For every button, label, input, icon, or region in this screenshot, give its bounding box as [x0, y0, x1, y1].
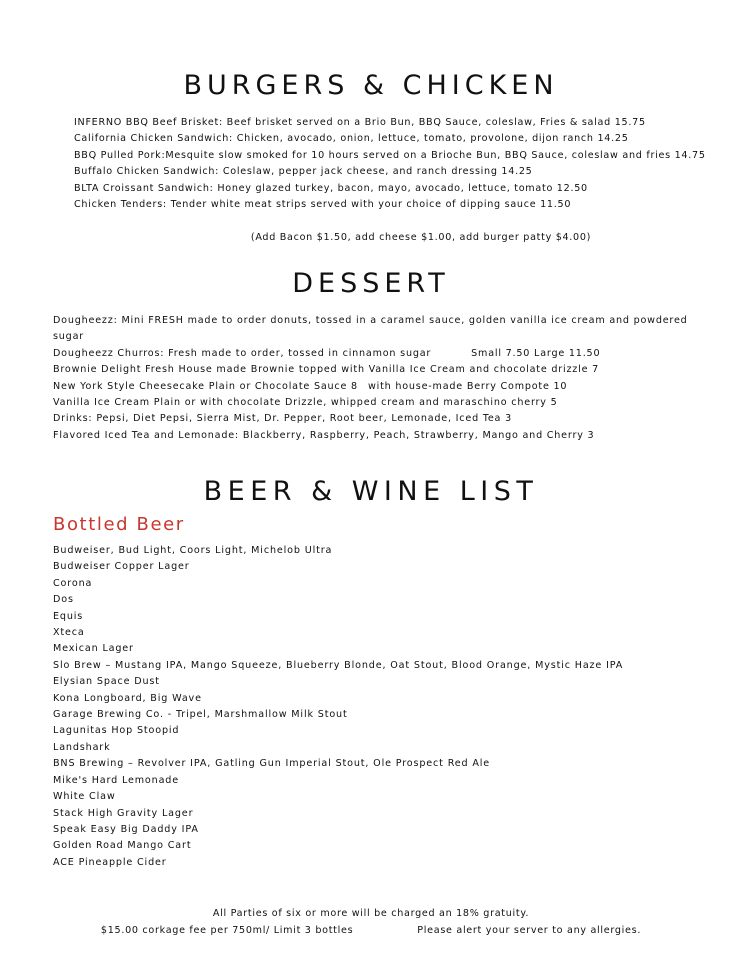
menu-item: Dougheezz: Mini FRESH made to order donuts, tossed in a caramel sauce, golden vanilla ice cream and powdered — [53, 315, 688, 326]
beer-item: Lagunitas Hop Stoopid — [53, 725, 180, 737]
beer-item: Mike's Hard Lemonade — [53, 774, 179, 786]
menu-item: Chicken Tenders: Tender white meat strips served with your choice of dipping sauce 11.50 — [74, 199, 572, 211]
beer-item: Budweiser Copper Lager — [53, 561, 190, 573]
beer-item: White Claw — [53, 791, 116, 803]
menu-item: Flavored Iced Tea and Lemonade: Blackberry, Raspberry, Peach, Strawberry, Mango and Cherry 3 — [53, 429, 595, 441]
churros-description: Dougheezz Churros: Fresh made to order, tossed in cinnamon sugar — [53, 347, 432, 359]
corkage-note: $15.00 corkage fee per 750ml/ Limit 3 bottles — [100, 925, 354, 936]
menu-item — [53, 346, 688, 362]
beer-item: Stack High Gravity Lager — [53, 807, 194, 819]
beer-wine-heading: BEER & WINE LIST — [203, 476, 539, 507]
cheesecake-description: New York Style Cheesecake Plain or Chocolate Sauce 8 — [53, 380, 358, 392]
menu-item: Vanilla Ice Cream Plain or with chocolate Drizzle, whipped cream and maraschino cherry 5 — [53, 397, 558, 409]
beer-item: Budweiser, Bud Light, Coors Light, Michelob Ultra — [53, 545, 333, 556]
beer-item: ACE Pineapple Cider — [53, 856, 167, 868]
beer-item: Landshark — [53, 741, 111, 753]
menu-item-continuation: sugar — [53, 331, 84, 343]
menu-item: Buffalo Chicken Sandwich: Coleslaw, pepper jack cheese, and ranch dressing 14.25 — [74, 166, 533, 178]
bottled-beer-list — [53, 543, 623, 871]
menu-item: BLTA Croissant Sandwich: Honey glazed turkey, bacon, mayo, avocado, lettuce, tomato 12.50 — [74, 182, 588, 194]
beer-item: Dos — [53, 594, 74, 606]
menu-item: INFERNO BBQ Beef Brisket: Beef brisket served on a Brio Bun, BBQ Sauce, coleslaw, Fries & salad 15.75 — [74, 117, 646, 128]
beer-item: Mexican Lager — [53, 643, 134, 655]
burgers-chicken-list — [74, 115, 706, 213]
beer-item: Speak Easy Big Daddy IPA — [53, 823, 199, 835]
beer-item: Xteca — [53, 627, 85, 639]
menu-item: Drinks: Pepsi, Diet Pepsi, Sierra Mist, Dr. Pepper, Root beer, Lemonade, Iced Tea 3 — [53, 413, 512, 425]
allergy-note: Please alert your server to any allergies. — [417, 925, 642, 936]
beer-item: Slo Brew – Mustang IPA, Mango Squeeze, Blueberry Blonde, Oat Stout, Blood Orange, Mystic Haze IPA — [53, 659, 624, 671]
burger-addons-note: (Add Bacon $1.50, add cheese $1.00, add burger patty $4.00) — [250, 232, 592, 243]
beer-item: Kona Longboard, Big Wave — [53, 692, 202, 704]
gratuity-note: All Parties of six or more will be charged an 18% gratuity. — [212, 908, 530, 919]
beer-item: Golden Road Mango Cart — [53, 840, 192, 852]
dessert-heading: DESSERT — [292, 268, 450, 299]
beer-item: Elysian Space Dust — [53, 676, 160, 688]
menu-item: BBQ Pulled Pork:Mesquite slow smoked for 10 hours served on a Brioche Bun, BBQ Sauce, coleslaw and fries 14.75 — [74, 149, 706, 161]
beer-item: Equis — [53, 610, 84, 622]
dessert-list — [53, 313, 688, 444]
menu-item — [53, 379, 688, 395]
churros-price: Small 7.50 Large 11.50 — [471, 347, 601, 359]
beer-item: Corona — [53, 577, 93, 589]
beer-item: BNS Brewing – Revolver IPA, Gatling Gun Imperial Stout, Ole Prospect Red Ale — [53, 758, 491, 770]
bottled-beer-subheading: Bottled Beer — [53, 514, 185, 535]
cheesecake-compote: with house-made Berry Compote 10 — [367, 380, 568, 392]
menu-item: California Chicken Sandwich: Chicken, avocado, onion, lettuce, tomato, provolone, dijon ranch 14.25 — [74, 133, 629, 145]
beer-item: Garage Brewing Co. - Tripel, Marshmallow Milk Stout — [53, 709, 348, 721]
footer-notes — [0, 925, 742, 936]
menu-item: Brownie Delight Fresh House made Brownie topped with Vanilla Ice Cream and chocolate drizzle 7 — [53, 364, 600, 376]
burgers-chicken-heading: BURGERS & CHICKEN — [183, 70, 559, 101]
